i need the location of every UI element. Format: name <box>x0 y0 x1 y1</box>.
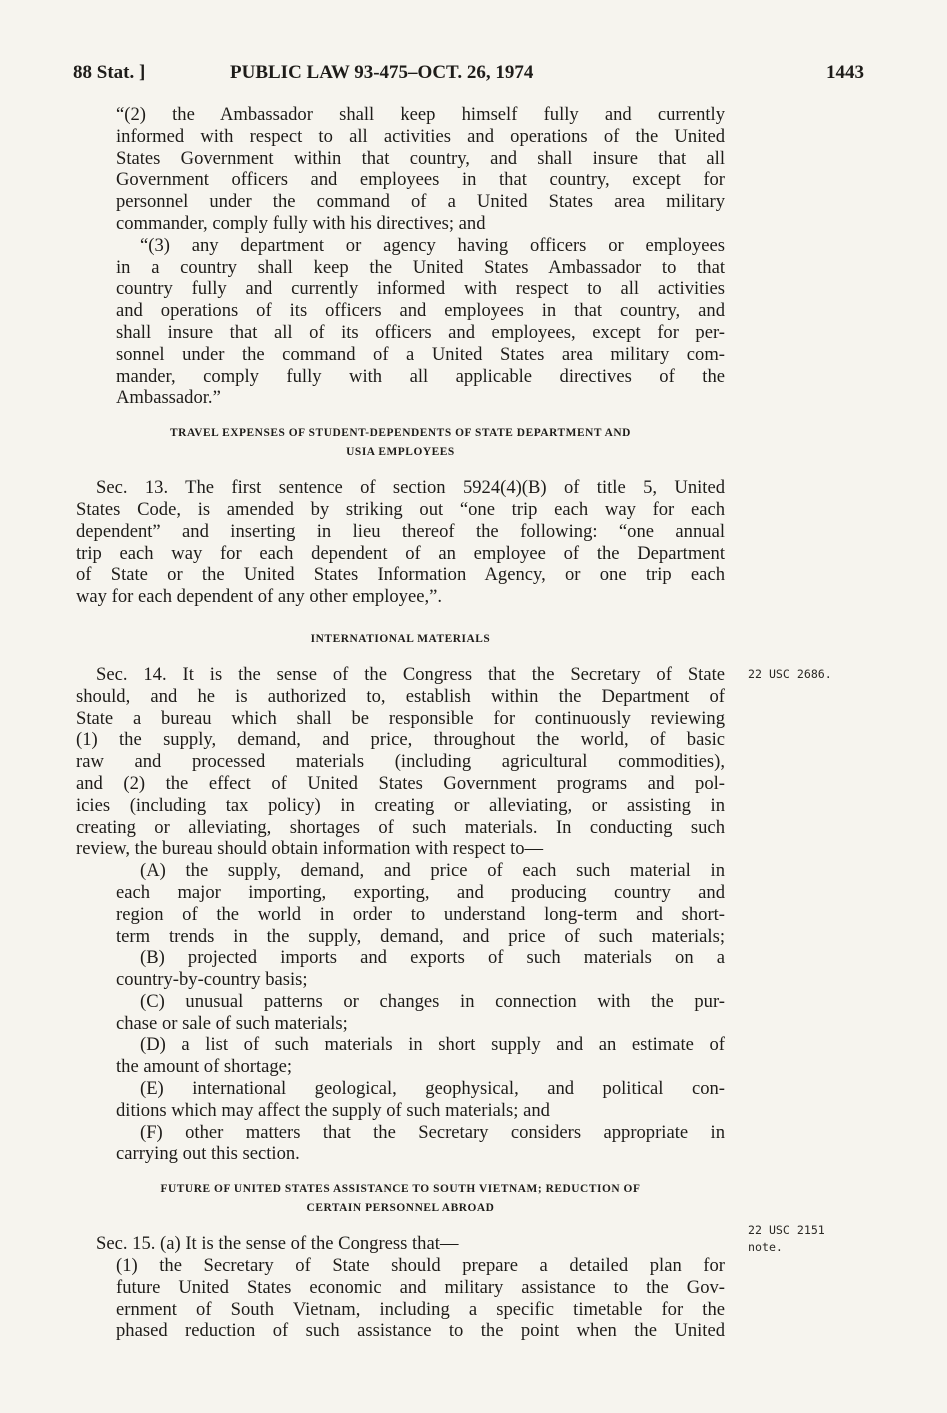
page-number: 1443 <box>826 62 864 83</box>
text-line: (C) unusual patterns or changes in connection with the pur- <box>140 990 725 1012</box>
statute-volume-reference: 88 Stat. ] <box>73 62 146 83</box>
text-line: personnel under the command of a United States area military <box>116 191 725 213</box>
text-line: ditions which may affect the supply of such materials; and <box>116 1099 550 1121</box>
text-line: shall insure that all of its officers and employees, except for per- <box>116 321 725 343</box>
text-line: creating or alleviating, shortages of such materials. In conducting such <box>76 816 725 838</box>
heading-line: USIA EMPLOYEES <box>346 446 455 459</box>
text-line: region of the world in order to understand long-term and short- <box>116 903 725 925</box>
heading-line: FUTURE OF UNITED STATES ASSISTANCE TO SOUTH VIETNAM; REDUCTION OF <box>160 1183 641 1196</box>
text-line: future United States economic and military assistance to the Gov- <box>116 1276 725 1298</box>
text-line: (A) the supply, demand, and price of each such material in <box>140 860 725 882</box>
text-line: “(3) any department or agency having officers or employees <box>140 234 725 256</box>
text-line: (B) projected imports and exports of such materials on a <box>140 947 725 969</box>
heading-line: TRAVEL EXPENSES OF STUDENT-DEPENDENTS OF STATE DEPARTMENT AND <box>170 427 631 440</box>
text-line: Ambassador.” <box>116 387 221 409</box>
text-line: phased reduction of such assistance to the point when the United <box>116 1320 725 1342</box>
subsection-d <box>76 1034 725 1078</box>
margin-note-line: note. <box>748 1240 783 1254</box>
text-line: Government officers and employees in that country, except for <box>116 169 725 191</box>
text-line: of State or the United States Information Agency, or one trip each <box>76 564 725 586</box>
text-line: (D) a list of such materials in short supply and an estimate of <box>140 1034 725 1056</box>
text-line: “(2) the Ambassador shall keep himself fully and currently <box>116 104 725 125</box>
text-line: chase or sale of such materials; <box>116 1012 348 1034</box>
margin-note-usc-2686: 22 USC 2686. <box>748 667 832 681</box>
section-heading-travel <box>76 424 725 462</box>
section-13 <box>76 477 725 608</box>
text-line: Sec. 15. (a) It is the sense of the Congress that— <box>96 1233 459 1255</box>
text-line: (F) other matters that the Secretary considers appropriate in <box>140 1121 725 1143</box>
text-line: Sec. 13. The first sentence of section 5924(4)(B) of title 5, United <box>96 477 725 499</box>
text-line: review, the bureau should obtain information with respect to— <box>76 838 544 860</box>
section-heading-materials: INTERNATIONAL MATERIALS <box>310 632 491 645</box>
text-line: informed with respect to all activities and operations of the United <box>116 125 725 147</box>
subsection-b <box>76 947 725 991</box>
text-line: (1) the supply, demand, and price, throughout the world, of basic <box>76 729 725 751</box>
text-line: country-by-country basis; <box>116 969 308 991</box>
text-line: State a bureau which shall be responsible for continuously reviewing <box>76 707 725 729</box>
heading-line: CERTAIN PERSONNEL ABROAD <box>306 1202 495 1215</box>
statute-body <box>76 104 725 1342</box>
text-line: term trends in the supply, demand, and price of such materials; <box>116 925 725 947</box>
text-line: States Government within that country, and shall insure that all <box>116 147 725 169</box>
text-line: and (2) the effect of United States Government programs and pol- <box>76 772 725 794</box>
text-line: States Code, is amended by striking out “one trip each way for each <box>76 498 725 520</box>
section-14 <box>76 664 725 860</box>
text-line: way for each dependent of any other employee,”. <box>76 586 443 608</box>
text-line: should, and he is authorized to, establish within the Department of <box>76 685 725 707</box>
text-line: trip each way for each dependent of an employee of the Department <box>76 542 725 564</box>
subsection-list <box>76 860 725 1165</box>
subsection-f <box>76 1122 725 1166</box>
text-line: dependent” and inserting in lieu thereof the following: “one annual <box>76 520 725 542</box>
text-line: each major importing, exporting, and producing country and <box>116 881 725 903</box>
text-line: icies (including tax policy) in creating or alleviating, or assisting in <box>76 794 725 816</box>
text-line: ernment of South Vietnam, including a specific timetable for the <box>116 1298 725 1320</box>
text-line: the amount of shortage; <box>116 1056 293 1078</box>
text-line: and operations of its officers and employees in that country, and <box>116 300 725 322</box>
text-line: in a country shall keep the United States Ambassador to that <box>116 256 725 278</box>
paragraph-3 <box>76 235 725 409</box>
subsection-a <box>76 860 725 947</box>
margin-note-usc-2151 <box>748 1222 825 1256</box>
subsection-c <box>76 991 725 1035</box>
margin-note-line: 22 USC 2151 <box>748 1223 825 1237</box>
section-heading-vietnam <box>76 1180 725 1218</box>
text-line: (1) the Secretary of State should prepare a detailed plan for <box>116 1255 725 1277</box>
text-line: mander, comply fully with all applicable directives of the <box>116 365 725 387</box>
text-line: country fully and currently informed with respect to all activities <box>116 278 725 300</box>
text-line: Sec. 14. It is the sense of the Congress that the Secretary of State <box>96 663 725 685</box>
text-line: raw and processed materials (including agricultural commodities), <box>76 751 725 773</box>
text-line: commander, comply fully with his directives; and <box>116 212 486 234</box>
paragraph-2 <box>76 104 725 235</box>
section-15 <box>76 1233 725 1342</box>
public-law-title: PUBLIC LAW 93-475–OCT. 26, 1974 <box>230 62 534 83</box>
text-line: carrying out this section. <box>116 1143 300 1165</box>
text-line: (E) international geological, geophysical, and political con- <box>140 1078 725 1100</box>
text-line: sonnel under the command of a United States area military com- <box>116 343 725 365</box>
subsection-e <box>76 1078 725 1122</box>
